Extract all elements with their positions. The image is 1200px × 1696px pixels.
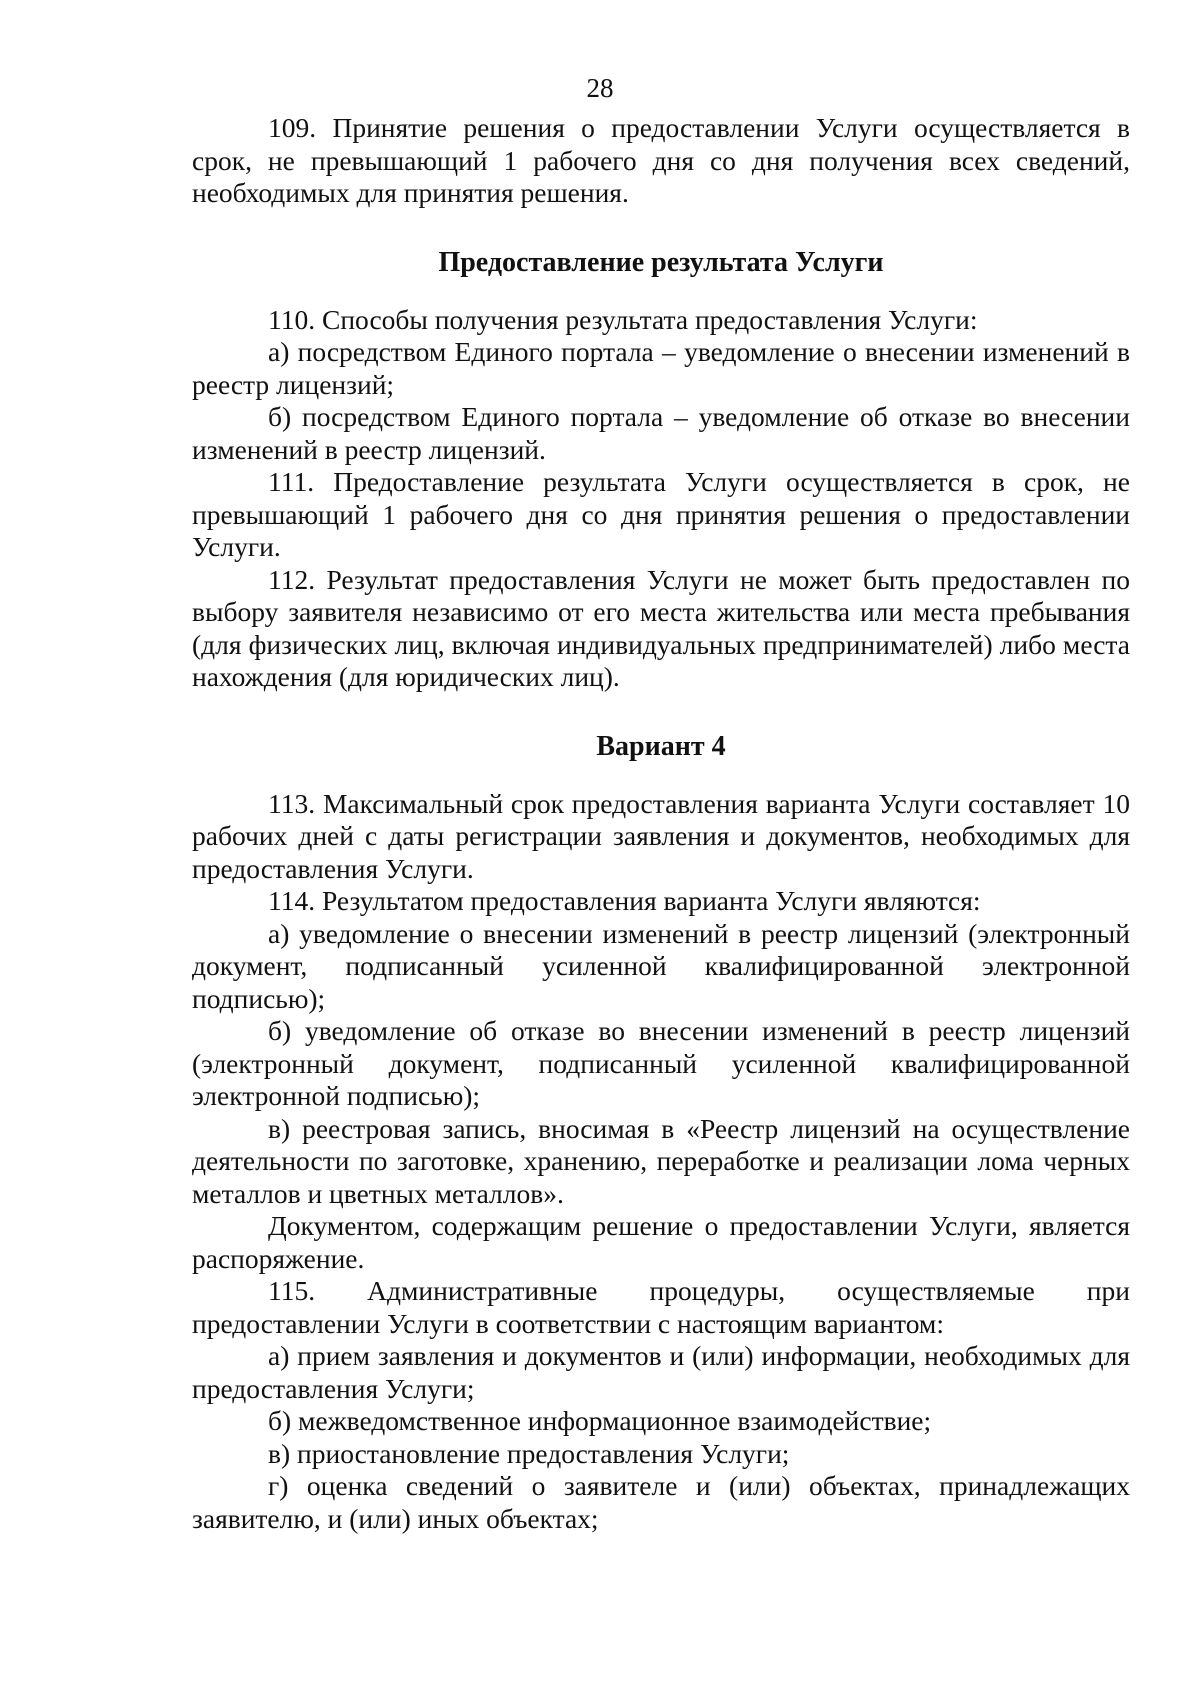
paragraph-115-g: г) оценка сведений о заявителе и (или) объектах, принадлежащих заявителю, и (или) иных объектах; [192, 1470, 1130, 1534]
paragraph-113: 113. Максимальный срок предоставления варианта Услуги составляет 10 рабочих дней с даты регистрации заявления и документов, необходимых для предоставления Услуги. [192, 787, 1130, 884]
spacer [192, 280, 1130, 304]
section-heading-result: Предоставление результата Услуги [438, 246, 884, 278]
document-body [192, 112, 1130, 1535]
page-number: 28 [586, 73, 614, 103]
spacer [192, 694, 1130, 730]
paragraph-decision-document: Документом, содержащим решение о предоставлении Услуги, является распоряжение. [192, 1210, 1130, 1274]
paragraph-114: 114. Результатом предоставления варианта Услуги являются: [268, 885, 981, 916]
paragraph-109: 109. Принятие решения о предоставлении Услуги осуществляется в срок, не превышающий 1 рабочего дня со дня получения всех сведений, необходимых для принятия решения. [192, 112, 1130, 208]
paragraph-114-a: а) уведомление о внесении изменений в реестр лицензий (электронный документ, подписанный усиленной квалифицированной электронной подписью); [192, 917, 1130, 1014]
paragraph-115: 115. Административные процедуры, осуществляемые при предоставлении Услуги в соответствии с настоящим вариантом: [192, 1275, 1130, 1339]
paragraph-115-v: в) приостановление предоставления Услуги; [268, 1437, 790, 1469]
paragraph-110: 110. Способы получения результата предоставления Услуги: [268, 303, 978, 335]
spacer [192, 764, 1130, 788]
paragraph-114-b: б) уведомление об отказе во внесении изменений в реестр лицензий (электронный документ, подписанный усиленной квалифицированной электронной подписью); [192, 1015, 1130, 1111]
paragraph-110-a: а) посредством Единого портала – уведомление о внесении изменений в реестр лицензий; [192, 336, 1130, 400]
section-heading-variant-4: Вариант 4 [596, 730, 726, 762]
paragraph-114-v: в) реестровая запись, вносимая в «Реестр лицензий на осуществление деятельности по заготовке, хранению, переработке и реализации лома черных металлов и цветных металлов». [192, 1112, 1130, 1209]
paragraph-112: 112. Результат предоставления Услуги не может быть предоставлен по выбору заявителя независимо от его места жительства или места пребывания (для физических лиц, включая индивидуальных предпринимателей) либо места нахождения (для юридических лиц). [192, 563, 1130, 692]
paragraph-111: 111. Предоставление результата Услуги осуществляется в срок, не превышающий 1 рабочего дня со дня принятия решения о предоставлении Услуги. [192, 466, 1130, 562]
paragraph-115-b: б) межведомственное информационное взаимодействие; [268, 1405, 932, 1436]
paragraph-110-b: б) посредством Единого портала – уведомление об отказе во внесении изменений в реестр лицензий. [192, 401, 1130, 465]
spacer [192, 210, 1130, 246]
paragraph-115-a: а) прием заявления и документов и (или) информации, необходимых для предоставления Услуги; [192, 1340, 1130, 1404]
